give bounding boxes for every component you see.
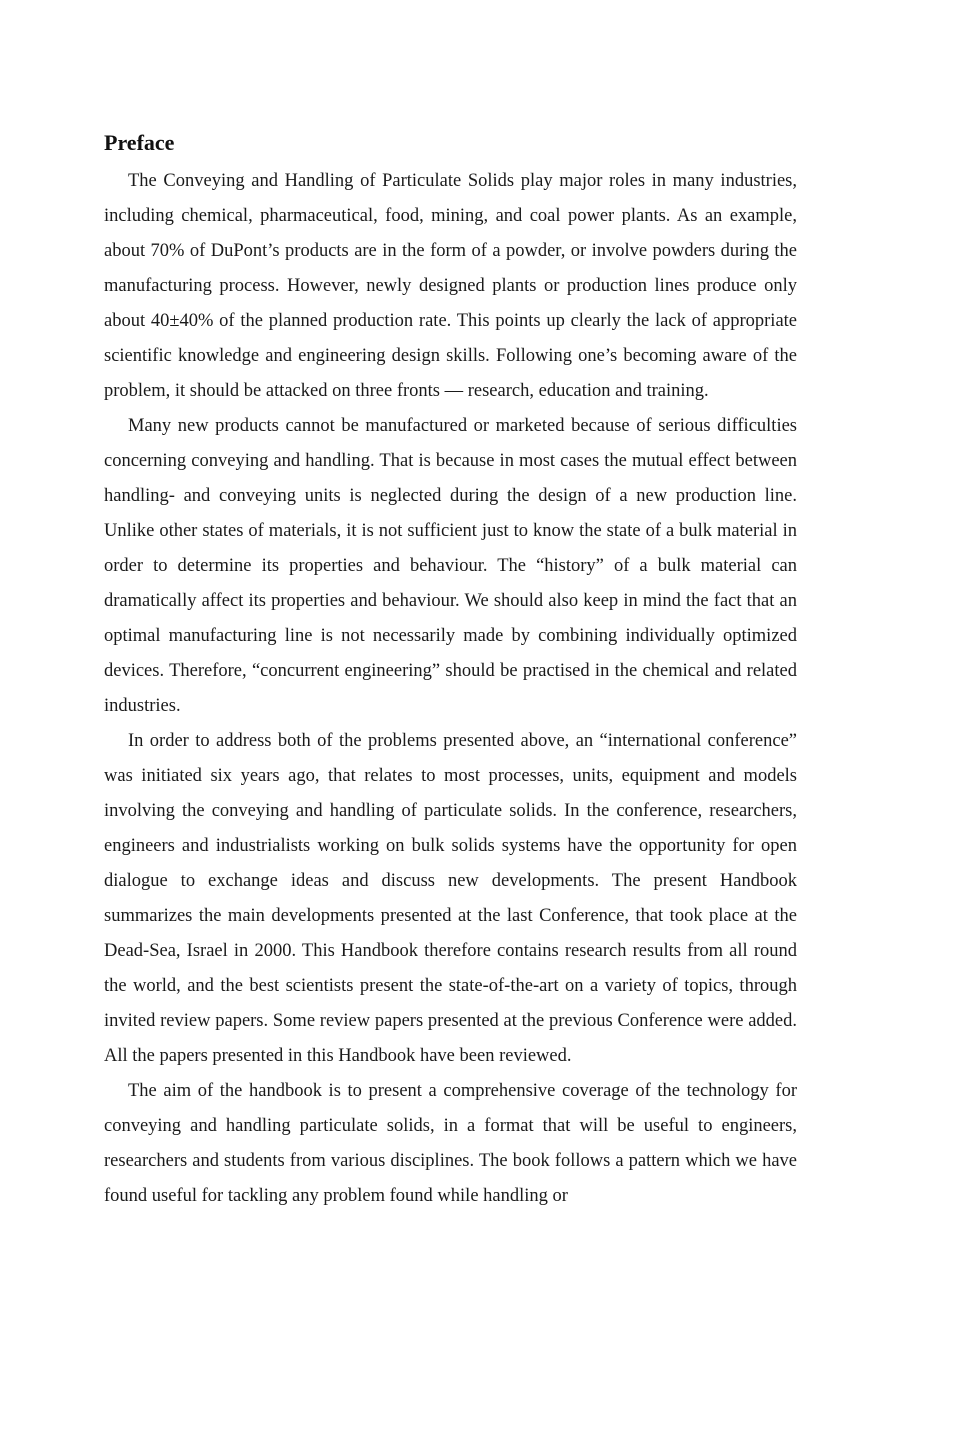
paragraph: Many new products cannot be manufactured or marketed because of serious difficulties concerning conveying and handling. That is because in most cases the mutual effect between handling- and conveying units is neglected during the design of a new production line. Unlike other states of materials, it is not sufficient just to know the state of a bulk material in order to determine its properties and behaviour. The “history” of a bulk material can dramatically affect its properties and behaviour. We should also keep in mind the fact that an optimal manufacturing line is not necessarily made by combining individually optimized devices. Therefore, “concurrent engineering” should be practised in the chemical and related industries. xyxy=(104,416,797,716)
preface-section xyxy=(104,128,797,1214)
paragraph: The Conveying and Handling of Particulate Solids play major roles in many industries, including chemical, pharmaceutical, food, mining, and coal power plants. As an example, about 70% of DuPont’s products are in the form of a powder, or involve powders during the manufacturing process. However, newly designed plants or production lines produce only about 40±40% of the planned production rate. This points up clearly the lack of appropriate scientific knowledge and engineering design skills. Following one’s becoming aware of the problem, it should be attacked on three fronts — research, education and training. xyxy=(104,171,797,401)
page-title: Preface xyxy=(104,130,175,155)
paragraph: The aim of the handbook is to present a comprehensive coverage of the technology for conveying and handling particulate solids, in a format that will be useful to engineers, researchers and students from various disciplines. The book follows a pattern which we have found useful for tackling any problem found while handling or xyxy=(104,1081,797,1206)
paragraph: In order to address both of the problems presented above, an “international conference” was initiated six years ago, that relates to most processes, units, equipment and models involving the conveying and handling of particulate solids. In the conference, researchers, engineers and industrialists working on bulk solids systems have the opportunity for open dialogue to exchange ideas and discuss new developments. The present Handbook summarizes the main developments presented at the last Conference, that took place at the Dead-Sea, Israel in 2000. This Handbook therefore contains research results from all round the world, and the best scientists present the state-of-the-art on a variety of topics, through invited review papers. Some review papers presented at the previous Conference were added. All the papers presented in this Handbook have been reviewed. xyxy=(104,731,797,1066)
